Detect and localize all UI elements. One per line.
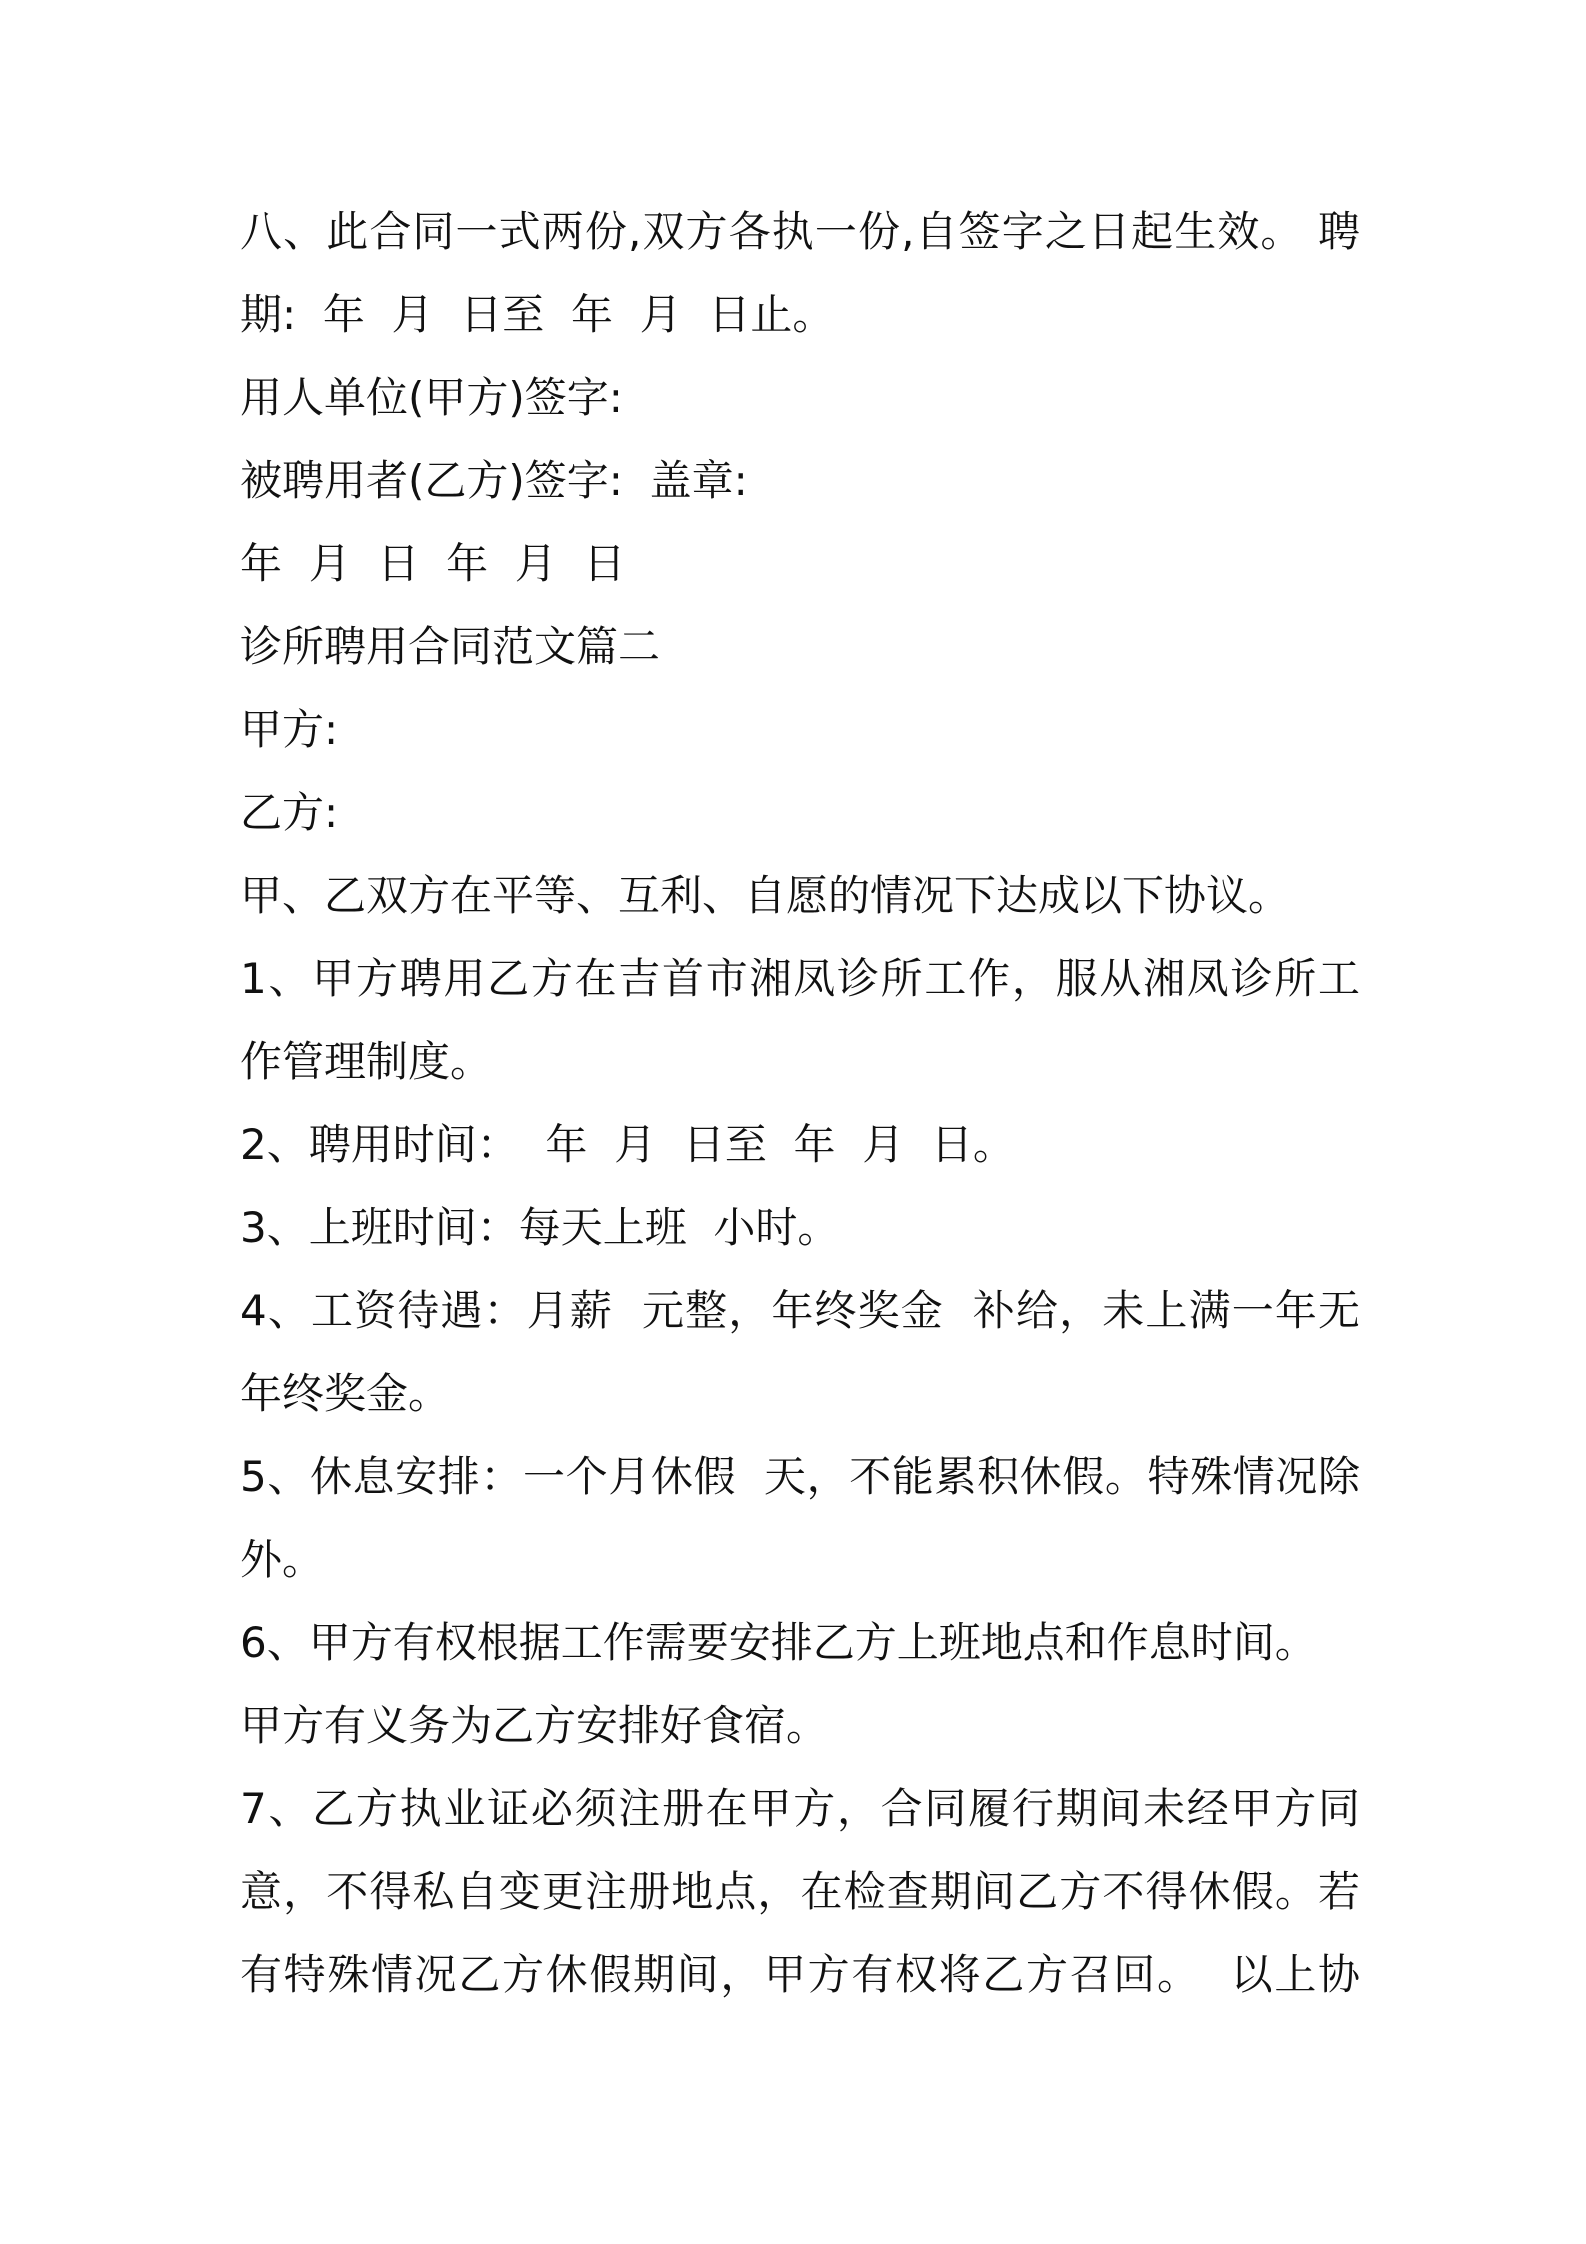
text-line: 2、聘用时间： 年 月 日至 年 月 日。	[240, 1120, 1015, 1169]
text-line: 6、甲方有权根据工作需要安排乙方上班地点和作息时间。	[240, 1618, 1317, 1667]
text-line: 3、上班时间：每天上班 小时。	[240, 1203, 840, 1252]
text-line: 作管理制度。	[240, 1037, 493, 1086]
text-line: 意，不得私自变更注册地点，在检查期间乙方不得休假。若	[240, 1867, 1360, 1916]
text-line: 期: 年 月 日至 年 月 日止。	[240, 290, 835, 339]
text-line: 甲、乙双方在平等、互利、自愿的情况下达成以下协议。	[240, 871, 1291, 920]
text-line: 4、工资待遇：月薪 元整，年终奖金 补给，未上满一年无	[240, 1286, 1360, 1335]
text-line: 年终奖金。	[240, 1369, 451, 1418]
text-line: 年 月 日 年 月 日	[240, 539, 626, 588]
text-line: 被聘用者(乙方)签字: 盖章:	[240, 456, 748, 505]
text-line: 用人单位(甲方)签字:	[240, 373, 623, 422]
section-heading: 诊所聘用合同范文篇二	[240, 622, 661, 671]
document-body	[240, 190, 1360, 2016]
text-line: 甲方:	[240, 705, 339, 754]
text-line: 外。	[240, 1535, 325, 1584]
text-line: 甲方有义务为乙方安排好食宿。	[240, 1701, 829, 1750]
text-line: 八、此合同一式两份,双方各执一份,自签字之日起生效。 聘	[240, 207, 1360, 256]
text-line: 乙方:	[240, 788, 339, 837]
text-line: 5、休息安排：一个月休假 天，不能累积休假。特殊情况除	[240, 1452, 1360, 1501]
text-line: 7、乙方执业证必须注册在甲方，合同履行期间未经甲方同	[240, 1784, 1360, 1833]
text-line: 有特殊情况乙方休假期间，甲方有权将乙方召回。 以上协	[240, 1950, 1360, 1999]
text-line: 1、甲方聘用乙方在吉首市湘凤诊所工作，服从湘凤诊所工	[240, 954, 1360, 1003]
